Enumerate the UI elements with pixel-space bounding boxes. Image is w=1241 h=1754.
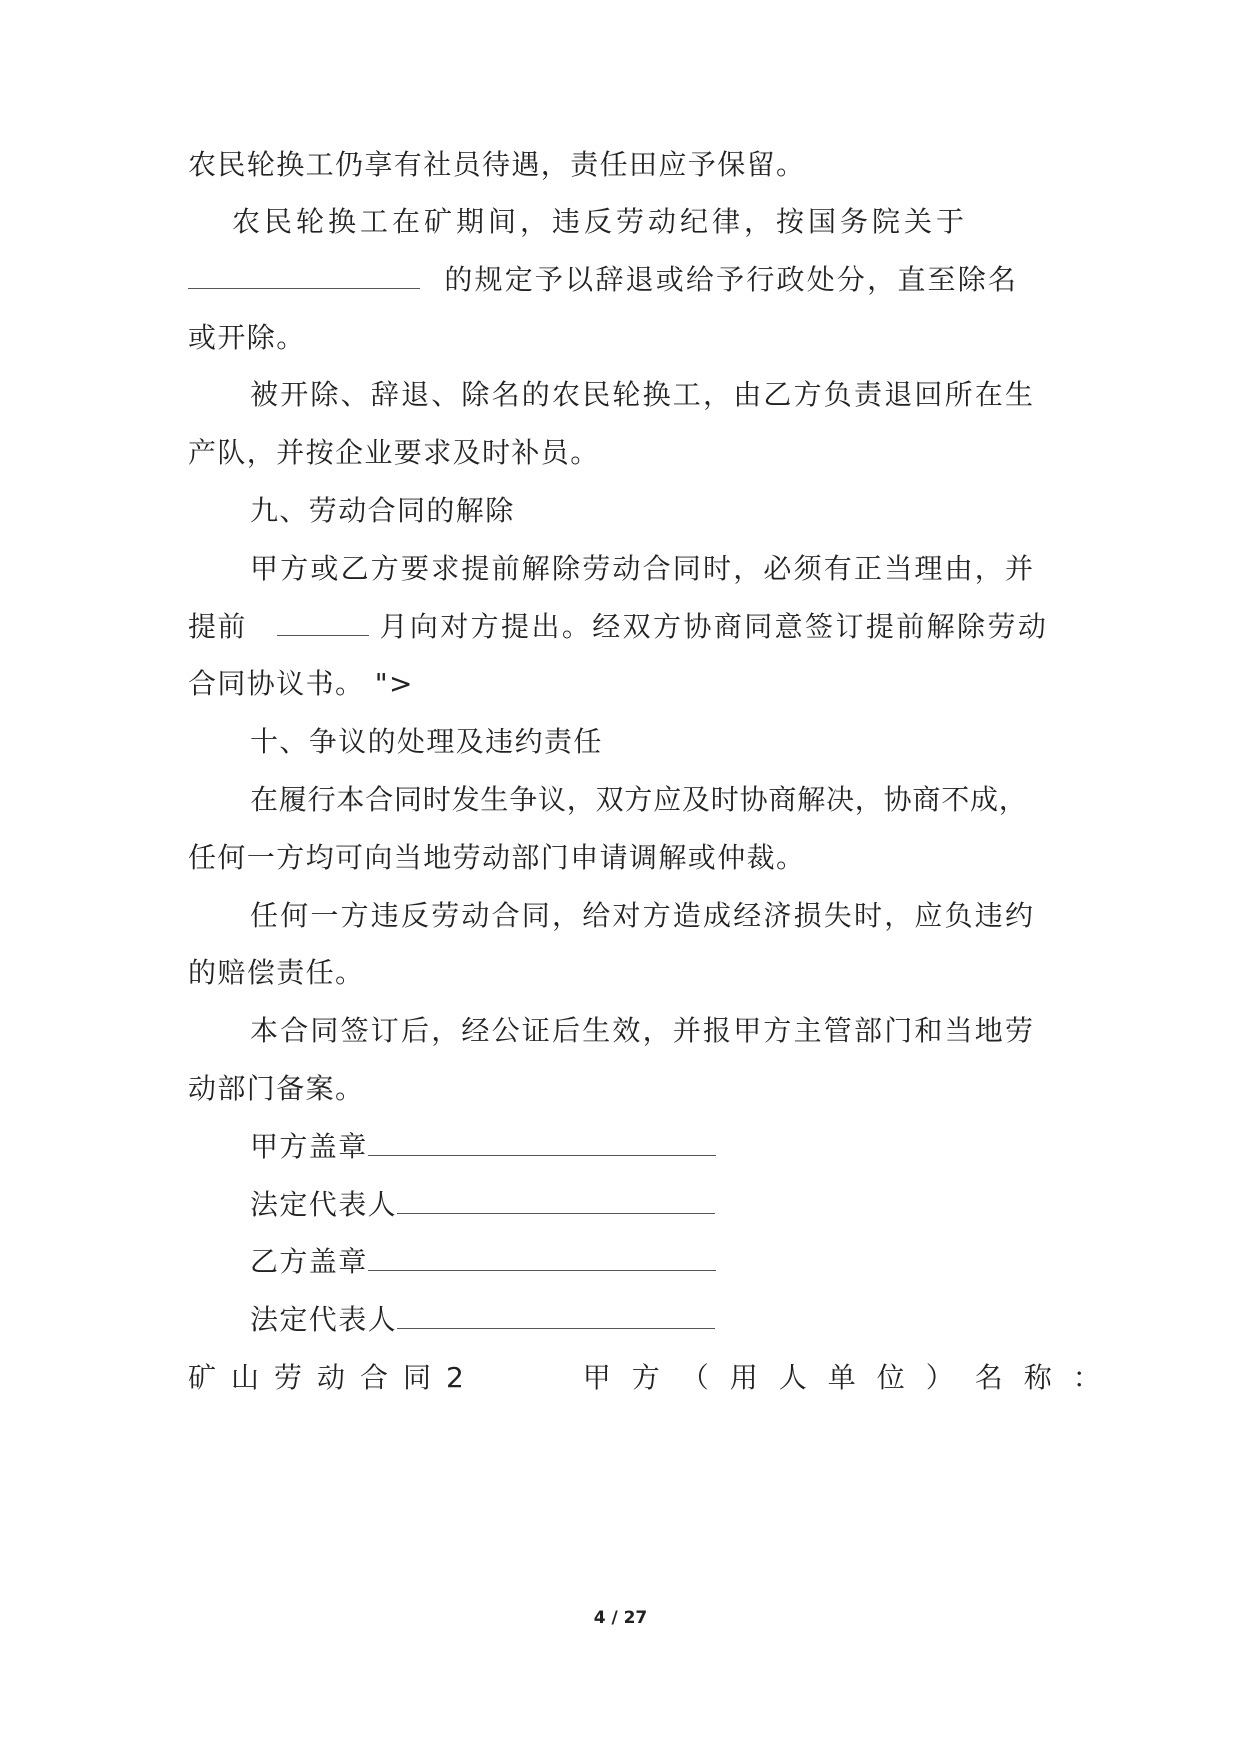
signature-blank xyxy=(397,1187,715,1214)
signature-label: 法定代表人 xyxy=(250,1303,398,1336)
paragraph-text: 提前 xyxy=(188,610,247,643)
paragraph-line: 被开除、辞退、除名的农民轮换工，由乙方负责退回所在生 xyxy=(250,378,1036,411)
paragraph-line: 农民轮换工在矿期间，违反劳动纪律，按国务院关于 xyxy=(232,205,969,238)
fill-in-blank xyxy=(277,609,369,636)
paragraph-line: 在履行本合同时发生争议，双方应及时协商解决，协商不成， xyxy=(250,783,1028,816)
paragraph-line: 甲方或乙方要求提前解除劳动合同时，必须有正当理由，并 xyxy=(250,552,1036,585)
section-heading: 九、劳动合同的解除 xyxy=(250,494,515,527)
signature-line-party-b-rep xyxy=(250,1300,1048,1340)
signature-blank xyxy=(368,1244,716,1271)
signature-label: 乙方盖章 xyxy=(250,1245,368,1278)
signature-blank xyxy=(368,1129,716,1156)
signature-line-party-a-rep xyxy=(250,1185,1048,1225)
paragraph-line: 任何一方均可向当地劳动部门申请调解或仲裁。 xyxy=(188,841,806,874)
paragraph-text: 月向对方提出。经双方协商同意签订提前解除劳动 xyxy=(379,610,1049,643)
signature-label: 法定代表人 xyxy=(250,1188,398,1221)
section-heading: 十、争议的处理及违约责任 xyxy=(250,725,603,758)
paragraph-line: 动部门备案。 xyxy=(188,1072,365,1105)
paragraph-line: 农民轮换工仍享有社员待遇，责任田应予保留。 xyxy=(188,148,806,181)
paragraph-line: 合同协议书。 "> xyxy=(188,667,414,700)
paragraph-text: 的规定予以辞退或给予行政处分，直至除名 xyxy=(444,263,1019,296)
next-contract-party: 甲方（用人单位）名称： xyxy=(582,1361,1122,1394)
next-contract-line xyxy=(188,1358,1122,1398)
signature-blank xyxy=(397,1302,715,1329)
paragraph-line xyxy=(188,607,1048,647)
paragraph-line: 本合同签订后，经公证后生效，并报甲方主管部门和当地劳 xyxy=(250,1014,1036,1047)
signature-line-party-b-seal xyxy=(250,1242,1048,1282)
paragraph-line: 任何一方违反劳动合同，给对方造成经济损失时，应负违约 xyxy=(250,899,1036,932)
signature-label: 甲方盖章 xyxy=(250,1130,368,1163)
paragraph-line xyxy=(188,260,1048,300)
paragraph-line: 的赔偿责任。 xyxy=(188,956,365,989)
fill-in-blank xyxy=(188,262,420,289)
paragraph-line: 或开除。 xyxy=(188,321,306,354)
next-contract-title: 矿山劳动合同2 xyxy=(188,1361,479,1394)
page-number: 4 / 27 xyxy=(593,1608,648,1628)
signature-line-party-a-seal xyxy=(250,1127,1048,1167)
paragraph-line: 产队，并按企业要求及时补员。 xyxy=(188,436,600,469)
